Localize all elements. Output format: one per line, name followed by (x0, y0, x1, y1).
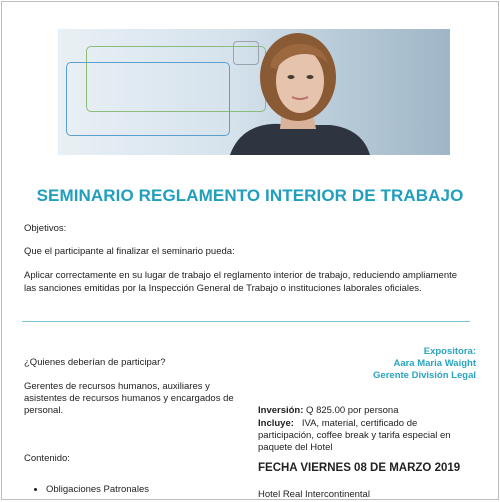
objetivos-label: Objetivos: (24, 223, 67, 234)
inversion-label: Inversión: (258, 405, 304, 416)
incluye-line-3: paquete del Hotel (258, 442, 333, 453)
header-banner (58, 29, 450, 155)
inversion-value: Q 825.00 por persona (303, 405, 399, 416)
incluye-line-1 (258, 418, 417, 431)
expositora-block (373, 346, 476, 382)
inversion-line (258, 405, 398, 418)
decorative-frame-blue (66, 62, 230, 136)
incluye-line-2: participación, coffee break y tarifa especial en (258, 430, 451, 441)
page-title: SEMINARIO REGLAMENTO INTERIOR DE TRABAJO (36, 186, 464, 205)
participantes-heading: ¿Quienes deberían de participar? (24, 357, 166, 368)
woman-photo (220, 29, 370, 155)
participantes-line-3: personal. (24, 405, 64, 416)
section-divider (22, 321, 470, 322)
contenido-list (30, 484, 149, 496)
participantes-line-1: Gerentes de recursos humanos, auxiliares y (24, 381, 210, 392)
list-item: • Obligaciones Patronales (46, 484, 149, 496)
expositora-label: Expositora: (423, 346, 476, 357)
expositora-role: Gerente División Legal (373, 370, 476, 381)
contenido-label: Contenido: (24, 453, 70, 464)
expositora-name: Aara Maria Waight (393, 358, 476, 369)
hotel-name: Hotel Real Intercontinental (258, 489, 370, 500)
event-date: FECHA VIERNES 08 DE MARZO 2019 (258, 462, 461, 474)
objetivos-intro: Que el participante al finalizar el seminario pueda: (24, 246, 235, 257)
objetivos-line-1: Aplicar correctamente en su lugar de trabajo el reglamento interior de trabajo, reduciendo ampliamente (24, 270, 458, 281)
incluye-label: Incluye: (258, 418, 294, 429)
incluye-text-1: IVA, material, certificado de (293, 418, 418, 429)
objetivos-line-2: las sanciones emitidas por la Inspección General de Trabajo o instituciones laborales oficiales. (24, 283, 422, 294)
participantes-line-2: asistentes de recursos humanos y encargados de (24, 393, 234, 404)
